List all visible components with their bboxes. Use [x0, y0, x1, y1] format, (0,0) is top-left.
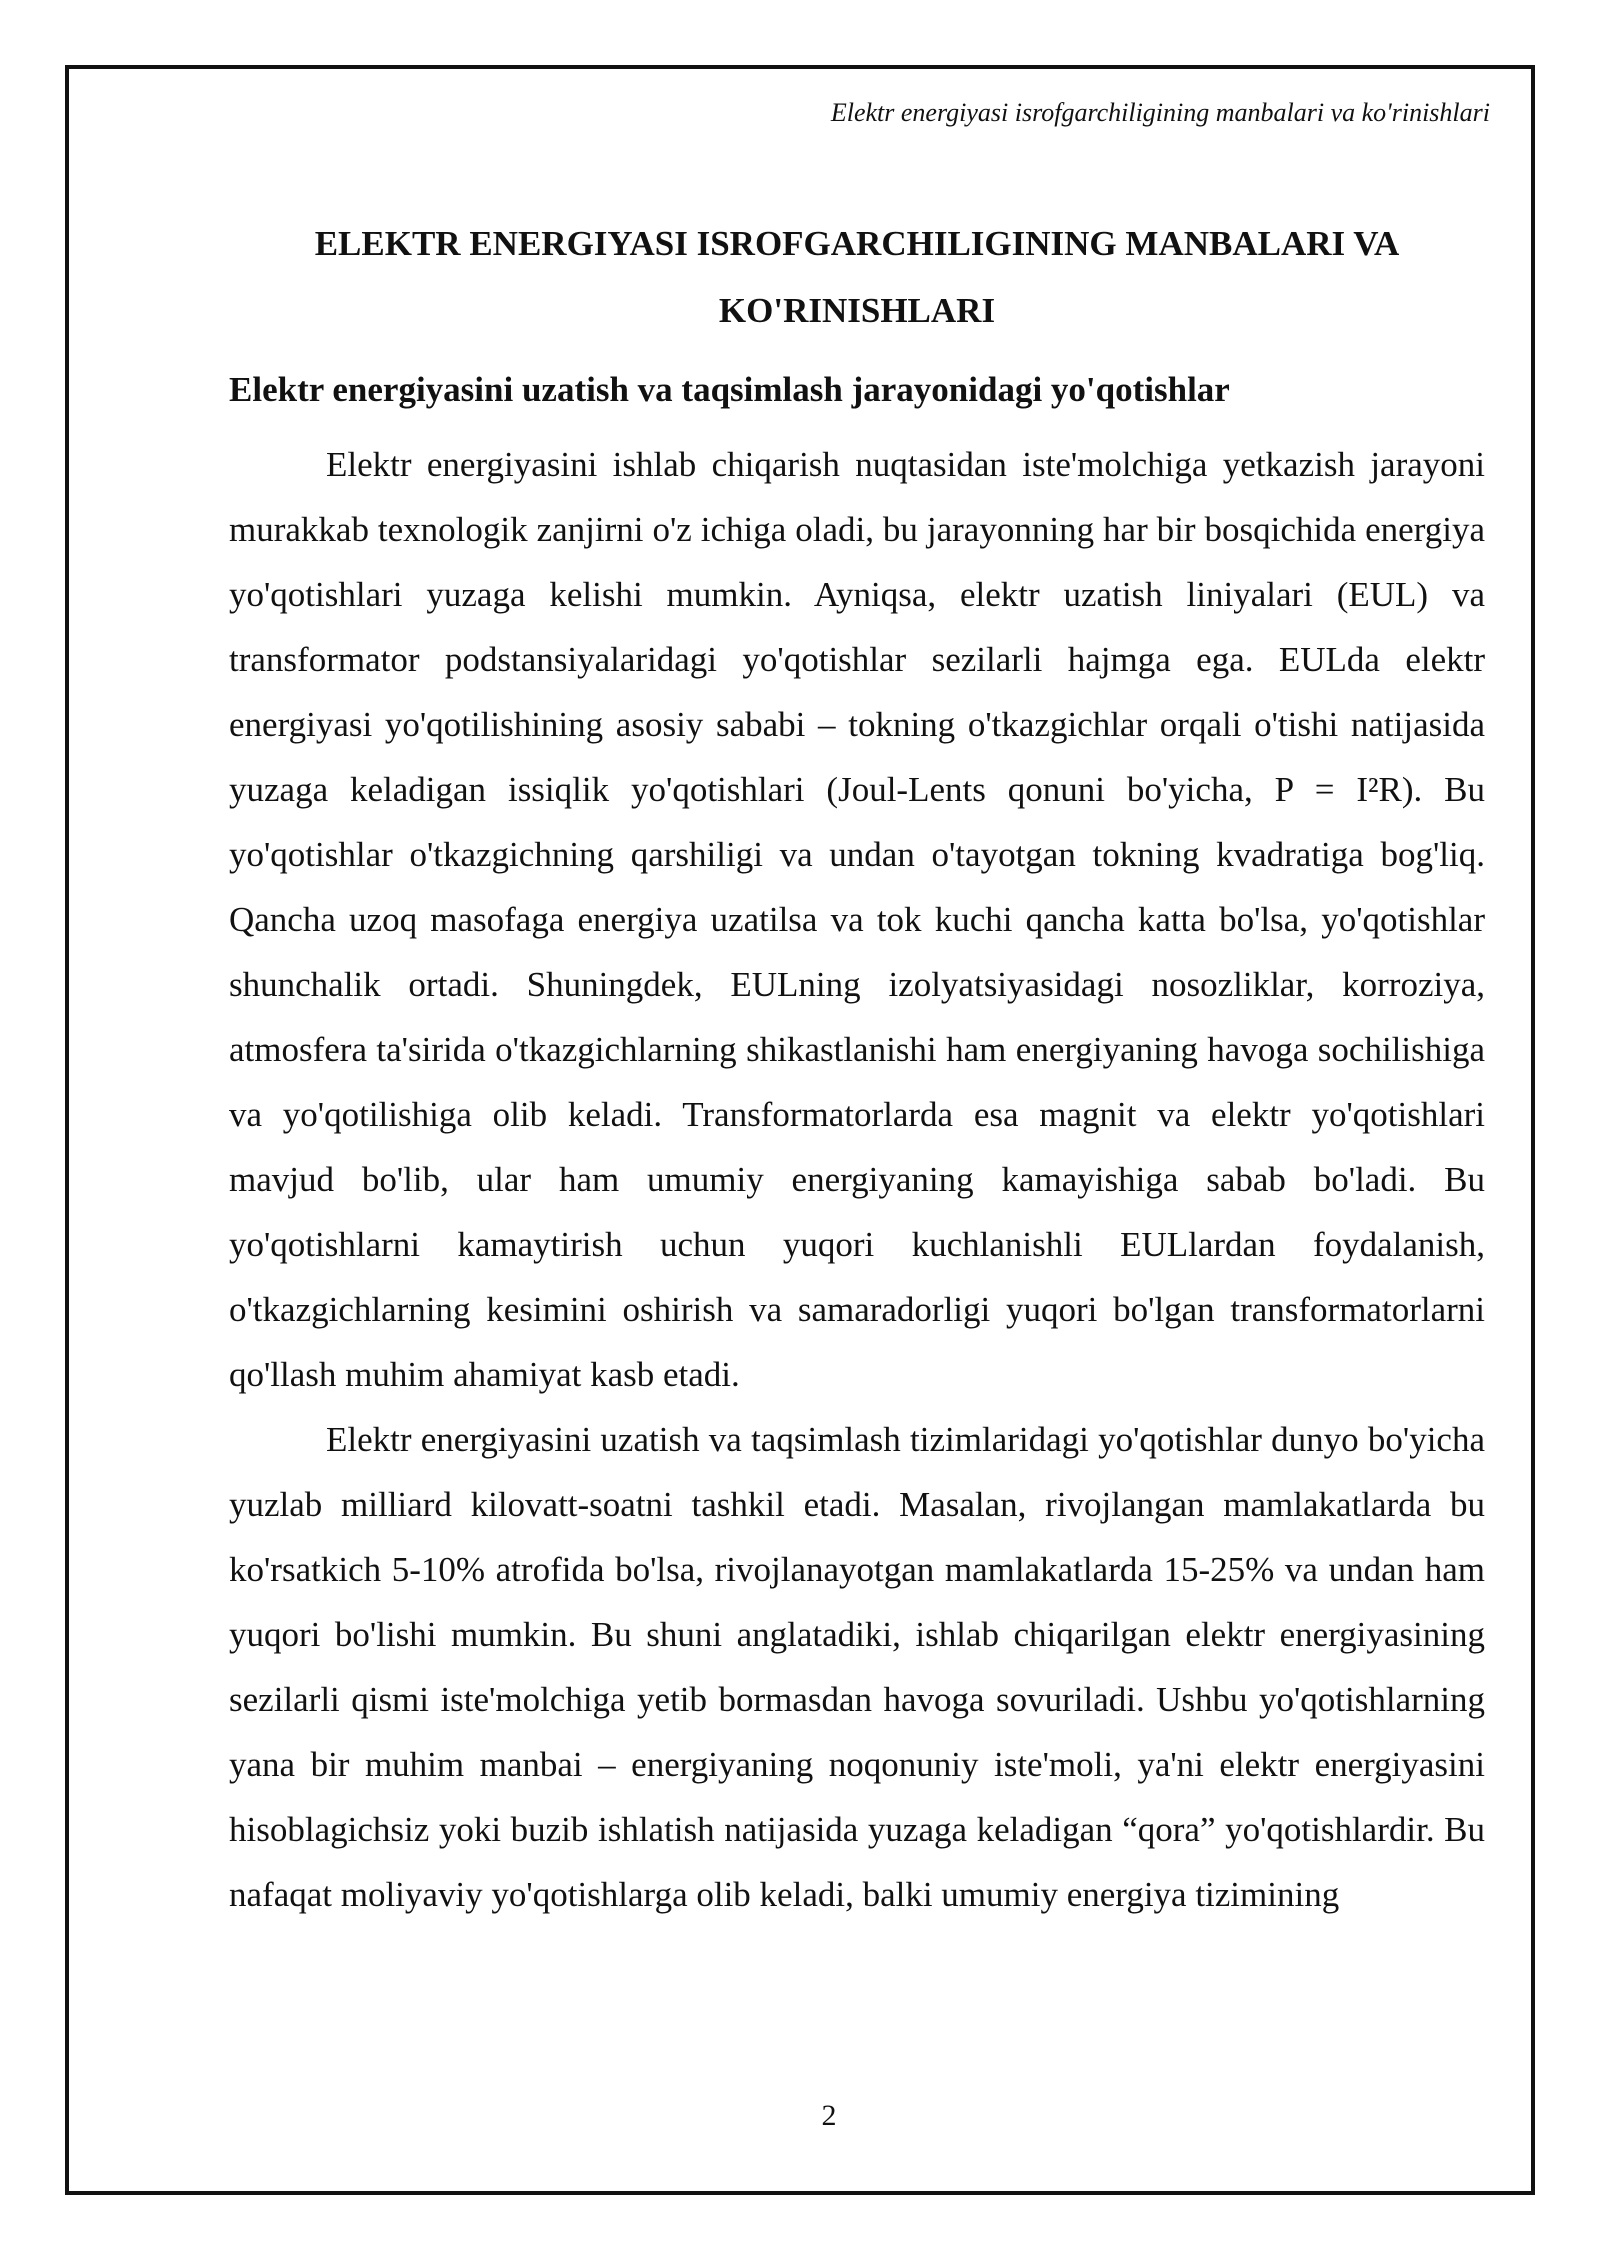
- section-heading: Elektr energiyasini uzatish va taqsimlash jarayonidagi yo'qotishlar: [229, 370, 1230, 409]
- running-header: Elektr energiyasi isrofgarchiligining manbalari va ko'rinishlari: [830, 98, 1490, 127]
- body-paragraph-2: Elektr energiyasini uzatish va taqsimlash tizimlaridagi yo'qotishlar dunyo bo'yicha yuzlab milliard kilovatt-soatni tashkil etadi. Masalan, rivojlangan mamlakatlarda bu ko'rsatkich 5-10% atrofida bo'lsa, rivojlanayotgan mamlakatlarda 15-25% va undan ham yuqori bo'lishi mumkin. Bu shuni anglatadiki, ishlab chiqarilgan elektr energiyasining sezilarli qismi iste'molchiga yetib bormasdan havoga sovuriladi. Ushbu yo'qotishlarning yana bir muhim manbai – energiyaning noqonuniy iste'moli, ya'ni elektr energiyasini hisoblagichsiz yoki buzib ishlatish natijasida yuzaga keladigan “qora” yo'qotishlardir. Bu nafaqat moliyaviy yo'qotishlarga olib keladi, balki umumiy energiya tizimining: [229, 1420, 1485, 1914]
- document-body: [229, 210, 1485, 1927]
- document-title: ELEKTR ENERGIYASI ISROFGARCHILIGINING MANBALARI VA KO'RINISHLARI: [314, 224, 1400, 330]
- body-paragraph-1: Elektr energiyasini ishlab chiqarish nuqtasidan iste'molchiga yetkazish jarayoni murakkab texnologik zanjirni o'z ichiga oladi, bu jarayonning har bir bosqichida energiya yo'qotishlari yuzaga kelishi mumkin. Ayniqsa, elektr uzatish liniyalari (EUL) va transformator podstansiyalaridagi yo'qotishlar sezilarli hajmga ega. EULda elektr energiyasi yo'qotilishining asosiy sababi – tokning o'tkazgichlar orqali o'tishi natijasida yuzaga keladigan issiqlik yo'qotishlari (Joul-Lents qonuni bo'yicha, P = I²R). Bu yo'qotishlar o'tkazgichning qarshiligi va undan o'tayotgan tokning kvadratiga bog'liq. Qancha uzoq masofaga energiya uzatilsa va tok kuchi qancha katta bo'lsa, yo'qotishlar shunchalik ortadi. Shuningdek, EULning izolyatsiyasidagi nosozliklar, korroziya, atmosfera ta'sirida o'tkazgichlarning shikastlanishi ham energiyaning havoga sochilishiga va yo'qotilishiga olib keladi. Transformatorlarda esa magnit va elektr yo'qotishlari mavjud bo'lib, ular ham umumiy energiyaning kamayishiga sabab bo'ladi. Bu yo'qotishlarni kamaytirish uchun yuqori kuchlanishli EULlardan foydalanish, o'tkazgichlarning kesimini oshirish va samaradorligi yuqori bo'lgan transformatorlarni qo'llash muhim ahamiyat kasb etadi.: [229, 445, 1485, 1394]
- page-number: 2: [821, 2099, 837, 2132]
